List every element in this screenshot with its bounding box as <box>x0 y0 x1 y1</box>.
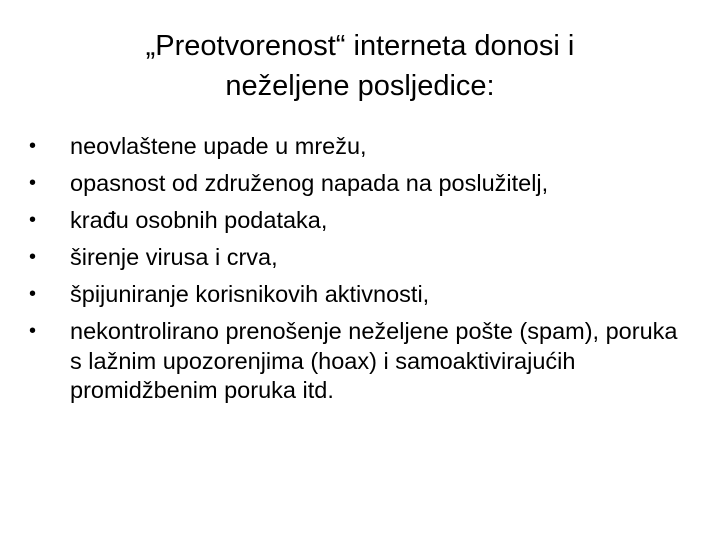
bullet-text: opasnost od združenog napada na poslužitelj, <box>70 170 549 196</box>
slide-title-line-1: „Preotvorenost“ interneta donosi i <box>145 30 575 62</box>
bullet-item <box>26 169 694 199</box>
slide-title-line-2: neželjene posljedice: <box>225 70 495 102</box>
bullet-text: neovlaštene upade u mrežu, <box>70 133 367 159</box>
bullet-text: širenje virusa i crva, <box>70 244 278 270</box>
bullet-list <box>26 132 694 413</box>
bullet-dot-icon: • <box>29 209 37 231</box>
bullet-dot-icon: • <box>29 320 37 342</box>
slide-title <box>40 26 680 106</box>
bullet-item <box>26 243 694 273</box>
bullet-item <box>26 280 694 310</box>
bullet-text: nekontrolirano prenošenje neželjene pošte (spam), poruka s lažnim upozorenjima (hoax) i samoaktivirajućih promidžbenim poruka itd. <box>70 318 678 403</box>
bullet-item <box>26 206 694 236</box>
bullet-text: krađu osobnih podataka, <box>70 207 328 233</box>
bullet-text: špijuniranje korisnikovih aktivnosti, <box>70 281 430 307</box>
bullet-dot-icon: • <box>29 246 37 268</box>
bullet-dot-icon: • <box>29 283 37 305</box>
bullet-dot-icon: • <box>29 172 37 194</box>
bullet-item <box>26 132 694 162</box>
bullet-item <box>26 317 694 406</box>
bullet-dot-icon: • <box>29 135 37 157</box>
